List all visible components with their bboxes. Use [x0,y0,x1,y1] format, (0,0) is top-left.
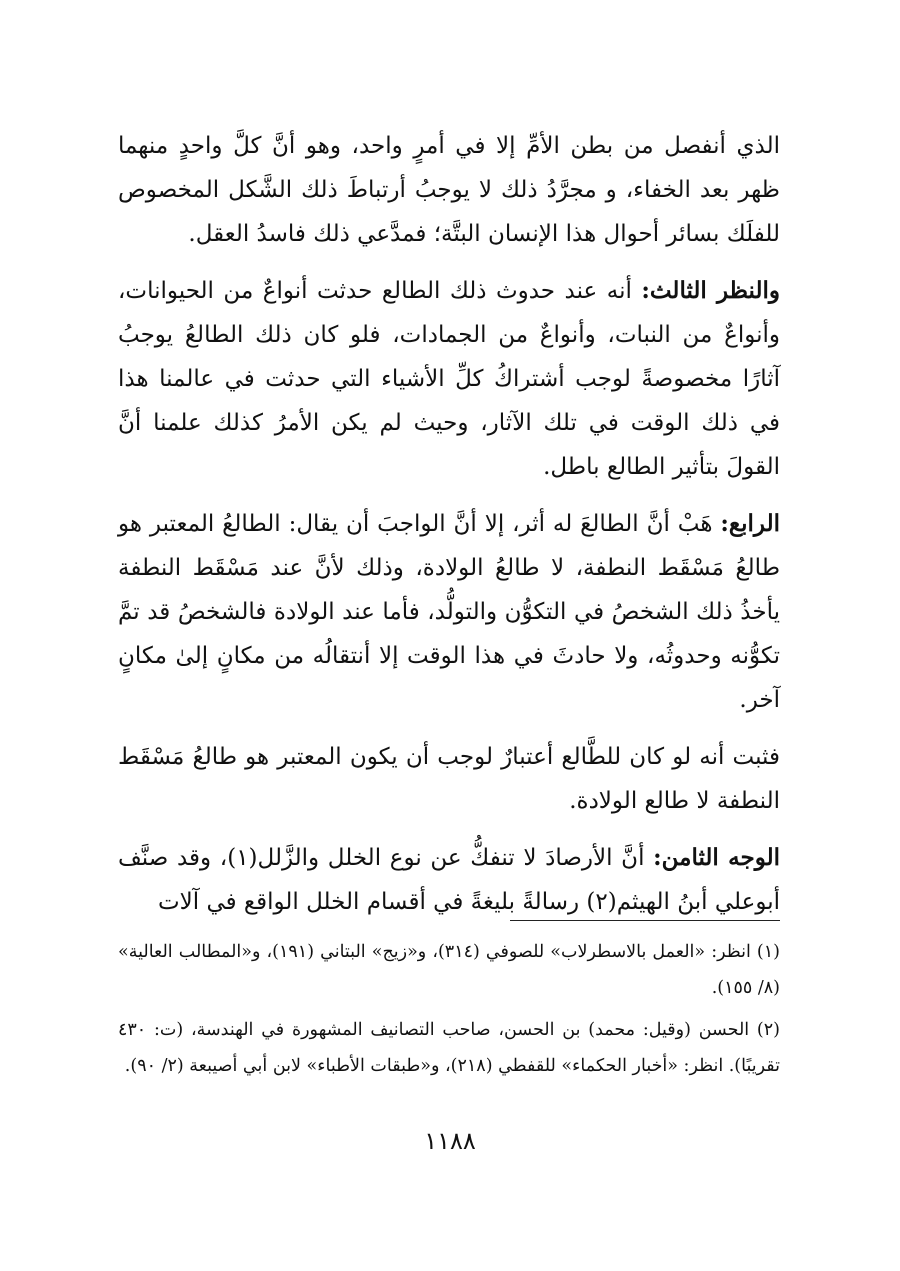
paragraph-text: فثبت أنه لو كان للطَّالع أعتبارٌ لوجب أن يكون المعتبر هو طالعُ مَسْقَط النطفة لا طالع الولادة. [118,744,780,814]
main-text [118,124,780,937]
page-number: ١١٨٨ [424,1127,476,1155]
paragraph-5 [118,836,780,924]
paragraph-text: أنه عند حدوث ذلك الطالع حدثت أنواعٌ من الحيوانات، وأنواعٌ من النبات، وأنواعٌ من الجمادات، فلو كان ذلك الطالعُ يوجبُ آثارًا مخصوصةً لوجب أشتراكُ كلِّ الأشياء التي حدثت في عالمنا هذا في ذلك الوقت في تلك الآثار، وحيث لم يكن الأمرُ كذلك علمنا أنَّ القولَ بتأثير الطالع باطل. [118,278,780,480]
footnotes [118,934,780,1090]
footnote-2: (٢) الحسن (وقيل: محمد) بن الحسن، صاحب التصانيف المشهورة في الهندسة، (ت: ٤٣٠ تقريبًا). انظر: «أخبار الحكماء» للقفطي (٢١٨)، و«طبقات الأطباء» لابن أبي أصيبعة (٢/ ٩٠). [118,1020,780,1076]
paragraph-text: أنَّ الأرصادَ لا تنفكُّ عن نوع الخلل والزَّلل(١)، وقد صنَّف أبوعلي أبنُ الهيثم(٢) رسالةً بليغةً في أقسام الخلل الواقع في آلات [118,845,780,915]
paragraph-lead: الرابع: [720,510,780,537]
paragraph-4 [118,735,780,823]
paragraph-lead: الوجه الثامن: [653,844,780,871]
footnote-1: (١) انظر: «العمل بالاسطرلاب» للصوفي (٣١٤)، و«زيج» البتاني (١٩١)، و«المطالب العالية» (٨/ ١٥٥). [118,942,780,998]
footnote-divider [510,920,780,921]
paragraph-text: الذي أنفصل من بطن الأمِّ إلا في أمرٍ واحد، وهو أنَّ كلَّ واحدٍ منهما ظهر بعد الخفاء، و مجرَّدُ ذلك لا يوجبُ أرتباطَ ذلك الشَّكل المخصوص للفلَك بسائر أحوال هذا الإنسان البتَّة؛ فمدَّعي ذلك فاسدُ العقل. [118,133,780,247]
paragraph-2 [118,269,780,489]
paragraph-1 [118,124,780,256]
paragraph-text: هَبْ أنَّ الطالعَ له أثر، إلا أنَّ الواجبَ أن يقال: الطالعُ المعتبر هو طالعُ مَسْقَط النطفة، لا طالعُ الولادة، وذلك لأنَّ عند مَسْقَط النطفة يأخذُ ذلك الشخصُ في التكوُّن والتولُّد، فأما عند الولادة فالشخصُ قد تمَّ تكوُّنه وحدوثُه، ولا حادثَ في هذا الوقت إلا أنتقالُه من مكانٍ إلىٰ مكانٍ آخر. [118,511,780,713]
paragraph-lead: والنظر الثالث: [641,277,780,304]
paragraph-3 [118,502,780,722]
